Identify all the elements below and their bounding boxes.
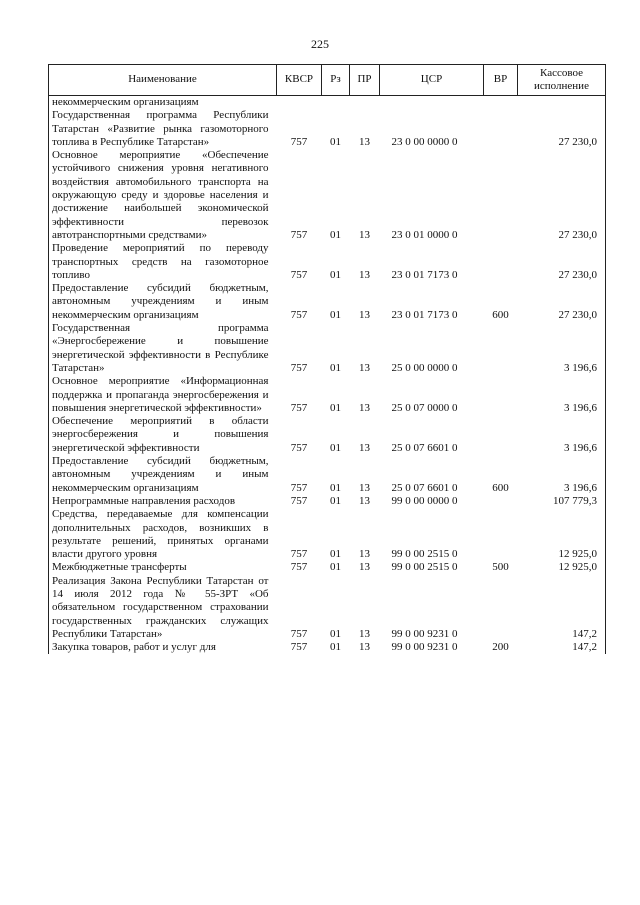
cell-vr <box>484 508 518 561</box>
cell-name: Предоставление субсидий бюджетным, автономным учреждениям и иным некоммерческим организациям <box>49 455 277 495</box>
cell-vr <box>484 96 518 110</box>
table-row <box>49 322 606 375</box>
cell-kvsr: 757 <box>290 268 308 281</box>
cell-pr: 13 <box>359 228 370 241</box>
cell-pr: 13 <box>359 361 370 374</box>
cell-kvsr: 757 <box>290 481 308 494</box>
cell-amount: 3 196,6 <box>518 415 606 455</box>
cell-rz: 01 <box>330 361 341 374</box>
cell-vr <box>484 575 518 641</box>
cell-pr: 13 <box>359 481 370 494</box>
budget-table <box>48 64 606 654</box>
cell-name: Основное мероприятие «Информационная поддержка и пропаганда энергосбережения и повышения энергетической эффективности» <box>49 375 277 415</box>
table-row <box>49 561 606 574</box>
table-row <box>49 242 606 282</box>
table-row <box>49 508 606 561</box>
cell-pr: 13 <box>359 401 370 414</box>
cell-amount: 3 196,6 <box>518 455 606 495</box>
cell-rz: 01 <box>330 561 341 574</box>
cell-vr: 600 <box>492 481 509 494</box>
cell-csr: 99 0 00 2515 0 <box>391 548 458 561</box>
cell-rz: 01 <box>330 441 341 454</box>
cell-csr: 99 0 00 9231 0 <box>391 627 458 640</box>
cell-kvsr: 757 <box>290 361 308 374</box>
table-row <box>49 455 606 495</box>
cell-kvsr: 757 <box>290 228 308 241</box>
cell-amount: 27 230,0 <box>518 109 606 149</box>
cell-name: Государственная программа Республики Татарстан «Развитие рынка газомоторного топлива в Республике Татарстан» <box>49 109 277 149</box>
table-row <box>49 375 606 415</box>
cell-csr <box>380 96 484 110</box>
header-name: Наименование <box>49 65 277 96</box>
cell-name: некоммерческим организациям <box>49 96 277 110</box>
cell-kvsr: 757 <box>290 308 308 321</box>
cell-rz <box>322 96 350 110</box>
cell-csr: 23 0 01 7173 0 <box>391 308 458 321</box>
cell-vr <box>484 495 518 508</box>
cell-name: Реализация Закона Республики Татарстан от 14 июля 2012 года № 55-ЗРТ «Об обязательном государственном страховании государственных гражданских служащих Республики Татарстан» <box>49 575 277 641</box>
cell-vr <box>484 415 518 455</box>
cell-amount: 27 230,0 <box>518 149 606 242</box>
cell-pr: 13 <box>359 268 370 281</box>
cell-vr <box>484 375 518 415</box>
table-row <box>49 109 606 149</box>
cell-rz: 01 <box>330 401 341 414</box>
cell-vr: 600 <box>492 308 509 321</box>
cell-amount: 12 925,0 <box>518 508 606 561</box>
cell-kvsr: 757 <box>290 441 308 454</box>
header-kvsr: КВСР <box>277 65 322 96</box>
cell-kvsr: 757 <box>290 401 308 414</box>
cell-rz: 01 <box>330 268 341 281</box>
cell-name: Основное мероприятие «Обеспечение устойчивого снижения уровня негативного воздействия автомобильного транспорта на окружающую среду и здоровье населения и достижение наибольшей экономической эффективности перевозок автотранспортными средствами» <box>49 149 277 242</box>
cell-amount: 147,2 <box>518 575 606 641</box>
cell-amount: 27 230,0 <box>518 242 606 282</box>
cell-amount: 107 779,3 <box>518 495 606 508</box>
cell-vr: 200 <box>492 641 509 654</box>
table-row <box>49 641 606 654</box>
header-pr: ПР <box>350 65 380 96</box>
cell-vr <box>484 322 518 375</box>
table-row <box>49 495 606 508</box>
cell-vr <box>484 149 518 242</box>
cell-name: Предоставление субсидий бюджетным, автономным учреждениям и иным некоммерческим организациям <box>49 282 277 322</box>
cell-pr: 13 <box>359 641 370 654</box>
cell-name: Государственная программа «Энергосбережение и повышение энергетической эффективности в Республике Татарстан» <box>49 322 277 375</box>
cell-pr: 13 <box>359 561 370 574</box>
cell-name: Проведение мероприятий по переводу транспортных средств на газомоторное топливо <box>49 242 277 282</box>
header-amount: Кассовое исполнение <box>518 65 606 96</box>
cell-pr: 13 <box>359 548 370 561</box>
cell-rz: 01 <box>330 641 341 654</box>
cell-name: Закупка товаров, работ и услуг для <box>49 641 277 654</box>
cell-csr: 25 0 07 0000 0 <box>391 401 458 414</box>
table-row <box>49 415 606 455</box>
cell-name: Средства, передаваемые для компенсации дополнительных расходов, возникших в результате решений, принятых органами власти другого уровня <box>49 508 277 561</box>
cell-amount: 3 196,6 <box>518 375 606 415</box>
cell-pr: 13 <box>359 627 370 640</box>
cell-kvsr: 757 <box>290 627 308 640</box>
cell-kvsr <box>277 96 322 110</box>
cell-name: Обеспечение мероприятий в области энергосбережения и повышения энергетической эффективности <box>49 415 277 455</box>
cell-pr: 13 <box>359 308 370 321</box>
table-row <box>49 149 606 242</box>
cell-csr: 25 0 07 6601 0 <box>391 441 458 454</box>
table-row <box>49 282 606 322</box>
header-rz: Рз <box>322 65 350 96</box>
cell-name: Межбюджетные трансферты <box>49 561 277 574</box>
cell-amount: 12 925,0 <box>518 561 606 574</box>
cell-csr: 99 0 00 2515 0 <box>391 561 458 574</box>
table-row <box>49 96 606 110</box>
table-body <box>49 96 606 655</box>
cell-rz: 01 <box>330 135 341 148</box>
cell-rz: 01 <box>330 481 341 494</box>
cell-csr: 99 0 00 0000 0 <box>391 494 458 507</box>
cell-amount <box>518 96 606 110</box>
cell-name: Непрограммные направления расходов <box>49 495 277 508</box>
cell-amount: 147,2 <box>518 641 606 654</box>
cell-kvsr: 757 <box>290 494 308 507</box>
header-vr: ВР <box>484 65 518 96</box>
cell-pr: 13 <box>359 135 370 148</box>
table-header-row <box>49 65 606 96</box>
cell-csr: 23 0 00 0000 0 <box>391 135 458 148</box>
cell-vr: 500 <box>492 561 509 574</box>
cell-pr: 13 <box>359 441 370 454</box>
cell-csr: 23 0 01 7173 0 <box>391 268 458 281</box>
page-number: 225 <box>311 37 329 51</box>
cell-kvsr: 757 <box>290 135 308 148</box>
cell-pr: 13 <box>359 494 370 507</box>
cell-rz: 01 <box>330 228 341 241</box>
cell-csr: 25 0 00 0000 0 <box>391 361 458 374</box>
cell-rz: 01 <box>330 308 341 321</box>
cell-kvsr: 757 <box>290 561 308 574</box>
cell-amount: 27 230,0 <box>518 282 606 322</box>
cell-rz: 01 <box>330 627 341 640</box>
cell-vr <box>484 109 518 149</box>
cell-kvsr: 757 <box>290 641 308 654</box>
cell-amount: 3 196,6 <box>518 322 606 375</box>
header-csr: ЦСР <box>380 65 484 96</box>
cell-pr <box>350 96 380 110</box>
cell-csr: 23 0 01 0000 0 <box>391 228 458 241</box>
cell-csr: 99 0 00 9231 0 <box>391 641 458 654</box>
cell-rz: 01 <box>330 494 341 507</box>
cell-kvsr: 757 <box>290 548 308 561</box>
cell-vr <box>484 242 518 282</box>
table-row <box>49 575 606 641</box>
cell-csr: 25 0 07 6601 0 <box>391 481 458 494</box>
cell-rz: 01 <box>330 548 341 561</box>
